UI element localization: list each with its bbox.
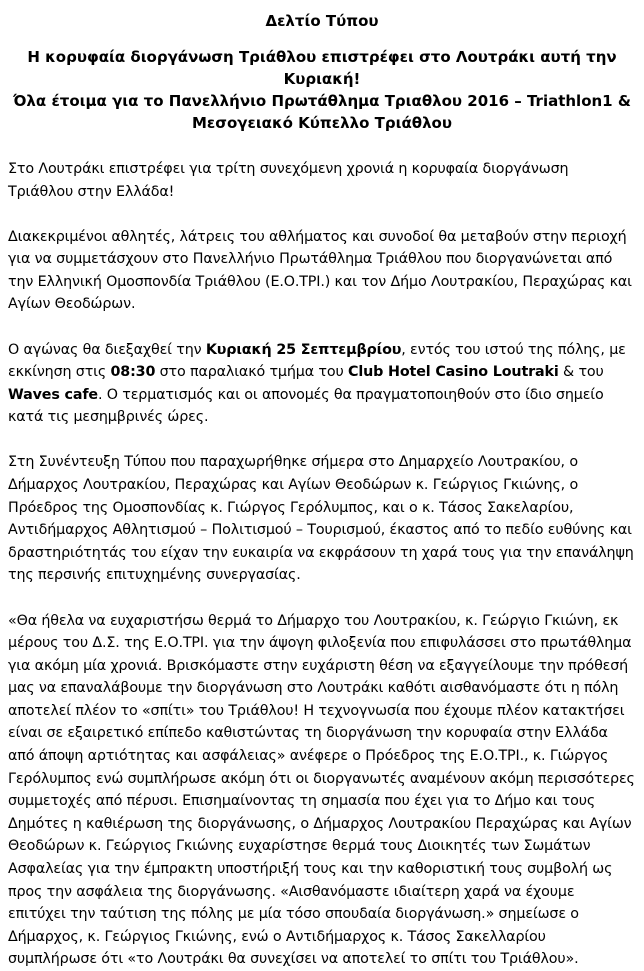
start-time: 08:30 [110,364,155,380]
document-title: Δελτίο Τύπου [8,10,636,32]
text: στο παραλιακό τμήμα του [155,364,348,380]
headline-line-1: Η κορυφαία διοργάνωση Τριάθλου επιστρέφει στο Λουτράκι αυτή την Κυριακή! [8,46,636,90]
text: . Ο τερματισμός και οι απονομές θα πραγματοποιηθούν στο ίδιο σημείο κατά τις μεσημβρινές ώρες. [8,387,604,426]
paragraph-quotes: «Θα ήθελα να ευχαριστήσω θερμά το Δήμαρχο του Λουτρακίου, κ. Γεώργιο Γκιώνη, εκ μέρους του Δ.Σ. της Ε.Ο.ΤΡΙ. για την άψογη φιλοξενία που επιφυλάσσει στο πρωτάθλημα για ακόμη μία χρονιά. Βρισκόμαστε στην ευχάριστη θέση να εξαγγείλουμε την πρόθεσή μας να επαναλάβουμε την διοργάνωση στο Λουτράκι καθότι αισθανόμαστε ότι η πόλη αποτελεί πλέον το «σπίτι» του Τριάθλου! Η τεχνογνωσία που έχουμε πλέον κατακτήσει είναι σε εξαιρετικό επίπεδο καθιστώντας τη διοργάνωση την κορυφαία στην Ελλάδα από άποψη αρτιότητας και ασφάλειας» ανέφερε ο Πρόεδρος της Ε.Ο.ΤΡΙ., κ. Γιώργος Γερόλυμπος ενώ συμπλήρωσε ακόμη ότι οι διοργανωτές αναμένουν ακόμη περισσότερες συμμετοχές από πέρυσι. Επισημαίνοντας τη σημασία που έχει για το Δήμο και τους Δημότες η καθιέρωση της διοργάνωσης, ο Δήμαρχος Λουτρακίου Περαχώρας και Αγίων Θεοδώρων κ. Γεώργιος Γκιώνης ευχαρίστησε θερμά τους Διοικητές των Σωμάτων Ασφαλείας για την έμπρακτη υποστήριξή τους και την καθοριστική τους συμβολή ως προς την ασφάλεια της διοργάνωσης. «Αισθανόμαστε ιδιαίτερη χαρά να έχουμε επιτύχει την ταύτιση της πόλης με μία τόσο σπουδαία διοργάνωση.» σημείωσε ο Δήμαρχος, κ. Γεώργιος Γκιώνης, ενώ ο Αντιδήμαρχος κ. Τάσος Σακελλαρίου συμπλήρωσε ότι «το Λουτράκι θα συνεχίσει να αποτελεί το σπίτι του Τριάθλου». [8,610,636,971]
event-date: Κυριακή 25 Σεπτεμβρίου [206,342,401,358]
headline [8,46,636,134]
venue-hotel: Club Hotel Casino Loutraki [348,364,559,380]
text: , εντός του ιστού της πόλης, με εκκίνηση στις [8,342,626,381]
text: & του [559,364,604,380]
venue-cafe: Waves cafe [8,387,98,403]
paragraph-event-details [8,339,636,429]
paragraph-intro: Στο Λουτράκι επιστρέφει για τρίτη συνεχόμενη χρονιά η κορυφαία διοργάνωση Τριάθλου στην Ελλάδα! [8,158,636,203]
paragraph-press-conference: Στη Συνέντευξη Τύπου που παραχωρήθηκε σήμερα στο Δημαρχείο Λουτρακίου, ο Δήμαρχος Λουτρακίου, Περαχώρας και Αγίων Θεοδώρων κ. Γεώργιος Γκιώνης, ο Πρόεδρος της Ομοσπονδίας κ. Γιώργος Γερόλυμπος, και ο κ. Τάσος Σακελαρίου, Αντιδήμαρχος Αθλητισμού – Πολιτισμού – Τουρισμού, έκαστος από το πεδίο ευθύνης και δραστηριότητάς του είχαν την ευκαιρία να εκφράσουν τη χαρά τους για την επανάληψη της περσινής επιτυχημένης συνεργασίας. [8,451,636,587]
headline-line-2: Όλα έτοιμα για το Πανελλήνιο Πρωτάθλημα Τριαθλου 2016 – Triathlon1 & Μεσογειακό Κύπελλο Τριάθλου [8,90,636,134]
paragraph-participants: Διακεκριμένοι αθλητές, λάτρεις του αθλήματος και συνοδοί θα μεταβούν στην περιοχή για να συμμετάσχουν στο Πανελλήνιο Πρωτάθλημα Τριάθλου που διοργανώνεται από την Ελληνική Ομοσπονδία Τριάθλου (Ε.Ο.ΤΡΙ.) και τον Δήμο Λουτρακίου, Περαχώρας και Αγίων Θεοδώρων. [8,226,636,316]
text: Ο αγώνας θα διεξαχθεί την [8,342,206,358]
